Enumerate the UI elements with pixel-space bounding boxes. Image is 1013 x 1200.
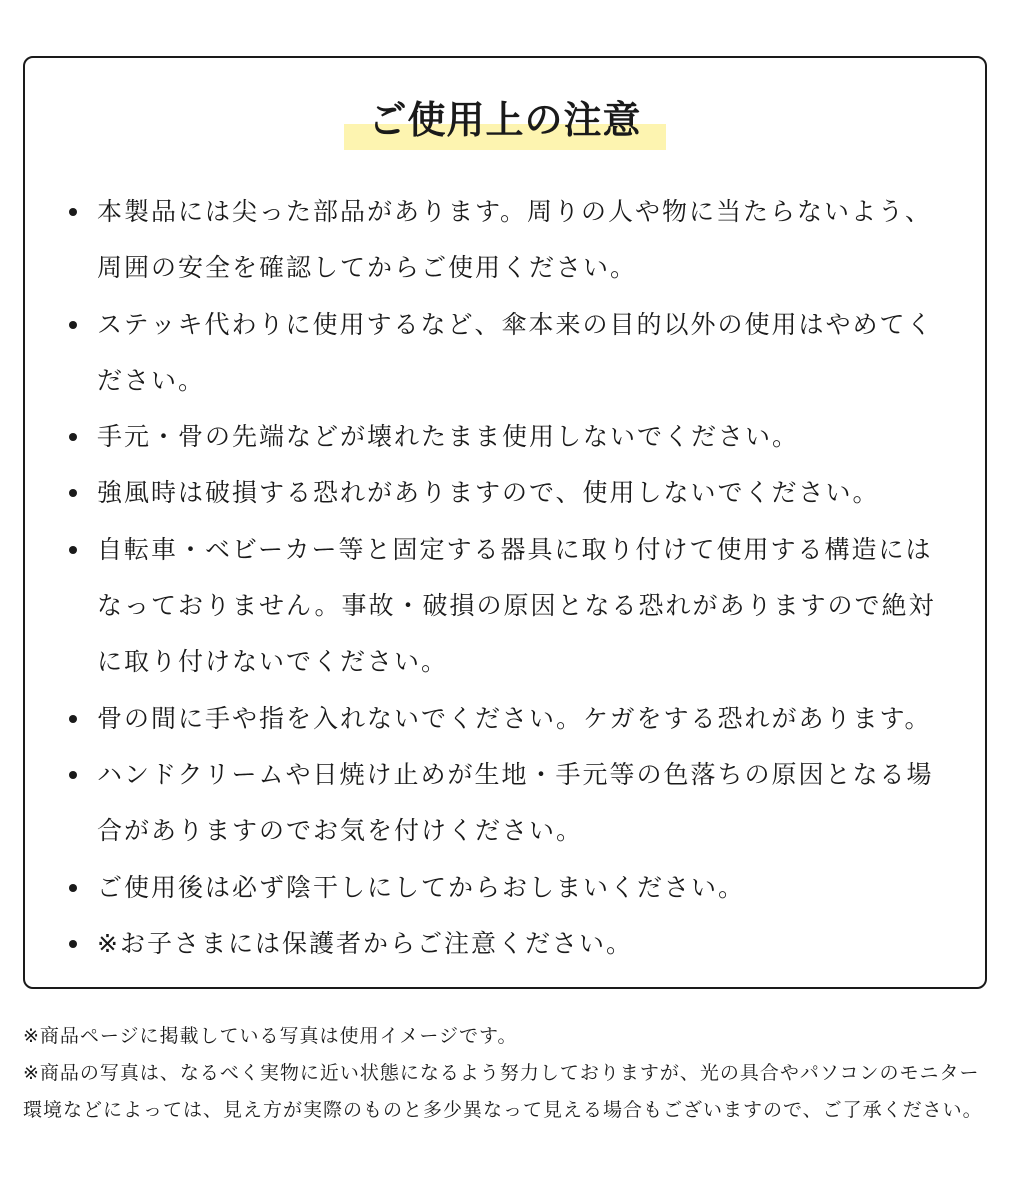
bullet-icon	[69, 433, 77, 441]
caution-title	[344, 94, 665, 146]
caution-item	[95, 860, 955, 916]
caution-item-text: ※お子さまには保護者からご注意ください。	[97, 928, 633, 958]
caution-item	[95, 916, 955, 972]
caution-notice-box	[23, 56, 987, 989]
bullet-icon	[69, 884, 77, 892]
caution-title-text: ご使用上の注意	[368, 98, 642, 142]
title-wrap	[25, 94, 985, 146]
caution-item	[95, 465, 955, 521]
caution-item-text: 手元・骨の先端などが壊れたまま使用しないでください。	[97, 422, 800, 452]
caution-item	[95, 747, 955, 860]
caution-item-text: 骨の間に手や指を入れないでください。ケガをする恐れがあります。	[97, 703, 932, 733]
caution-item-text: ご使用後は必ず陰干しにしてからおしまいください。	[97, 872, 746, 902]
bullet-icon	[69, 489, 77, 497]
footnote-image-usage: ※商品ページに掲載している写真は使用イメージです。	[23, 1025, 518, 1047]
caution-item	[95, 184, 955, 297]
footnote-color-disclaimer: ※商品の写真は、なるべく実物に近い状態になるよう努力しておりますが、光の具合やパソコンのモニター環境などによっては、見え方が実際のものと多少異なって見える場合もございますので、ご了承ください。	[23, 1062, 983, 1121]
caution-list	[95, 184, 955, 972]
caution-item-text: 強風時は破損する恐れがありますので、使用しないでください。	[97, 478, 880, 508]
caution-item	[95, 522, 955, 691]
bullet-icon	[69, 321, 77, 329]
bullet-icon	[69, 940, 77, 948]
caution-item	[95, 297, 955, 410]
caution-item-text: 本製品には尖った部品があります。周りの人や物に当たらないよう、周囲の安全を確認してからご使用ください。	[97, 197, 933, 283]
caution-item	[95, 409, 955, 465]
bullet-icon	[69, 208, 77, 216]
footnotes	[23, 1018, 991, 1129]
caution-item-text: 自転車・ベビーカー等と固定する器具に取り付けて使用する構造にはなっておりません。事故・破損の原因となる恐れがありますので絶対に取り付けないでください。	[97, 534, 936, 677]
bullet-icon	[69, 771, 77, 779]
caution-item-text: ステッキ代わりに使用するなど、傘本来の目的以外の使用はやめてください。	[97, 309, 934, 395]
bullet-icon	[69, 546, 77, 554]
caution-item-text: ハンドクリームや日焼け止めが生地・手元等の色落ちの原因となる場合がありますのでお気を付けください。	[97, 759, 934, 846]
bullet-icon	[69, 715, 77, 723]
caution-item	[95, 691, 955, 747]
